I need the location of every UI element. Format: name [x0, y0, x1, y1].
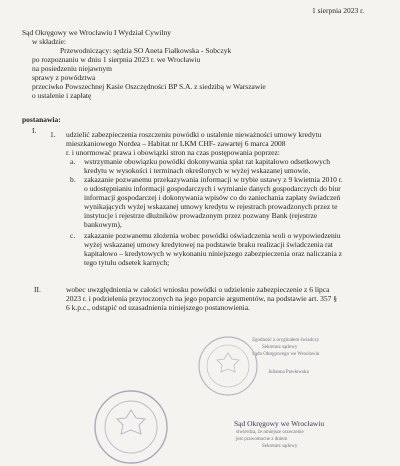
sub-c-line-4: tego tytułu odsetek karnych; — [84, 258, 170, 267]
stamp-bottom-court: Sąd Okręgowy we Wrocławiu — [234, 419, 325, 428]
court-seal-upper-icon — [197, 335, 259, 397]
section-I-line-2: mieszkaniowego Nordea – Habitat nr LKM CHF- zawartej 6 marca 2008 — [66, 139, 286, 148]
presiding-judge: Przewodniczący: sędzia SO Aneta Fiałkowska - Sobczyk — [60, 46, 232, 55]
stamp-top-signature: Julianna Pawłowska — [268, 370, 309, 375]
item-1-number: 1. — [50, 130, 56, 139]
sub-a-line-1: wstrzymanie obowiązku powódki dokonywania spłat rat kapitałowo odsetkowych — [84, 157, 330, 166]
stamp-top-line-3: Sądu Okręgowego we Wrocławiu — [252, 352, 320, 357]
stamp-top-line-1: Zgodność z oryginałem świadczy — [252, 338, 320, 343]
sub-a-line-2: kredytu w wysokości i terminach określonych w wyżej wskazanej umowie, — [84, 166, 311, 175]
sub-c-line-3: kapitałowo – kredytowych w wykonaniu niniejszego zabezpieczenia oraz naliczania z — [84, 249, 343, 258]
section-I-line-3: r. i unormować prawa i obowiązki stron na czas postępowania poprzez: — [66, 148, 280, 157]
court-name: Sąd Okręgowy we Wrocławiu I Wydział Cywilny — [22, 28, 171, 37]
section-II-numeral: II. — [34, 285, 41, 294]
section-I-numeral: I. — [32, 126, 37, 135]
sub-c-label: c. — [70, 231, 76, 240]
section-I-line-1: udzielić zabezpieczenia roszczeniu powódki o ustalenie nieważności umowy kredytu — [66, 130, 322, 139]
postanawia-heading: postanawia: — [22, 115, 61, 124]
sub-b-line-5: instytucje i rejestrze dłużników prowadzonym przez pozwany Bank (rejestrze — [84, 211, 318, 220]
stamp-bottom-line-4: Sekretarz sądowy — [262, 444, 298, 449]
section-II-line-2: 2023 r. i podzielenia przytoczonych na jego poparcie argumentów, na podstawie art. 357 § — [66, 294, 337, 303]
hearing-date-line: po rozpoznaniu w dniu 1 sierpnia 2023 r. we Wrocławiu — [32, 55, 201, 64]
sub-a-label: a. — [70, 157, 76, 166]
claimant-line: sprawy z powództwa — [32, 73, 96, 82]
section-II-line-1: wobec uwzględnienia w całości wniosku powódki o udzielenie zabezpieczenie z 6 lipca — [66, 285, 330, 294]
sub-c-line-1: zakazanie pozwanemu złożenia wobec powódki oświadczenia woli o wypowiedzeniu — [84, 231, 341, 240]
stamp-bottom-line-3: jest prawomocne z dniem — [236, 437, 288, 442]
session-type: na posiedzeniu niejawnym — [32, 64, 112, 73]
defendant-line: przeciwko Powszechnej Kasie Oszczędności BP S.A. z siedzibą w Warszawie — [32, 82, 266, 91]
composition-label: w składzie: — [32, 37, 66, 46]
section-II-line-3: 6 k.p.c., odstąpić od uzasadnienia niniejszego postanowienia. — [66, 303, 250, 312]
sub-b-label: b. — [70, 175, 76, 184]
header-date: 1 sierpnia 2023 r. — [312, 6, 365, 15]
sub-b-line-4: wynikających wyżej wskazanej umowy kredytu w rejestrach prowadzonych przez te — [84, 202, 338, 211]
sub-b-line-2: o udostępnianiu informacji gospodarczych i wymianie danych gospodarczych do biur — [84, 184, 341, 193]
court-seal-lower-icon — [92, 388, 170, 466]
case-subject: o ustalenie i zapłatę — [32, 91, 92, 100]
stamp-top-line-2: Sekretarz sądowy — [262, 345, 298, 350]
stamp-bottom-line-2: stwierdza, że niniejsze orzeczenie — [236, 430, 304, 435]
sub-b-line-1: zakazanie pozwanemu przekazywania informacji w trybie ustawy z 9 kwietnia 2010 r. — [84, 175, 343, 184]
sub-b-line-3: informacji gospodarczej i dokonywania wpisów co do zaniechania zapłaty świadczeń — [84, 193, 341, 202]
sub-b-line-6: bankowym), — [84, 220, 122, 229]
sub-c-line-2: wyżej wskazanej umowy kredytowej na podstawie braku realizacji świadczenia rat — [84, 240, 333, 249]
